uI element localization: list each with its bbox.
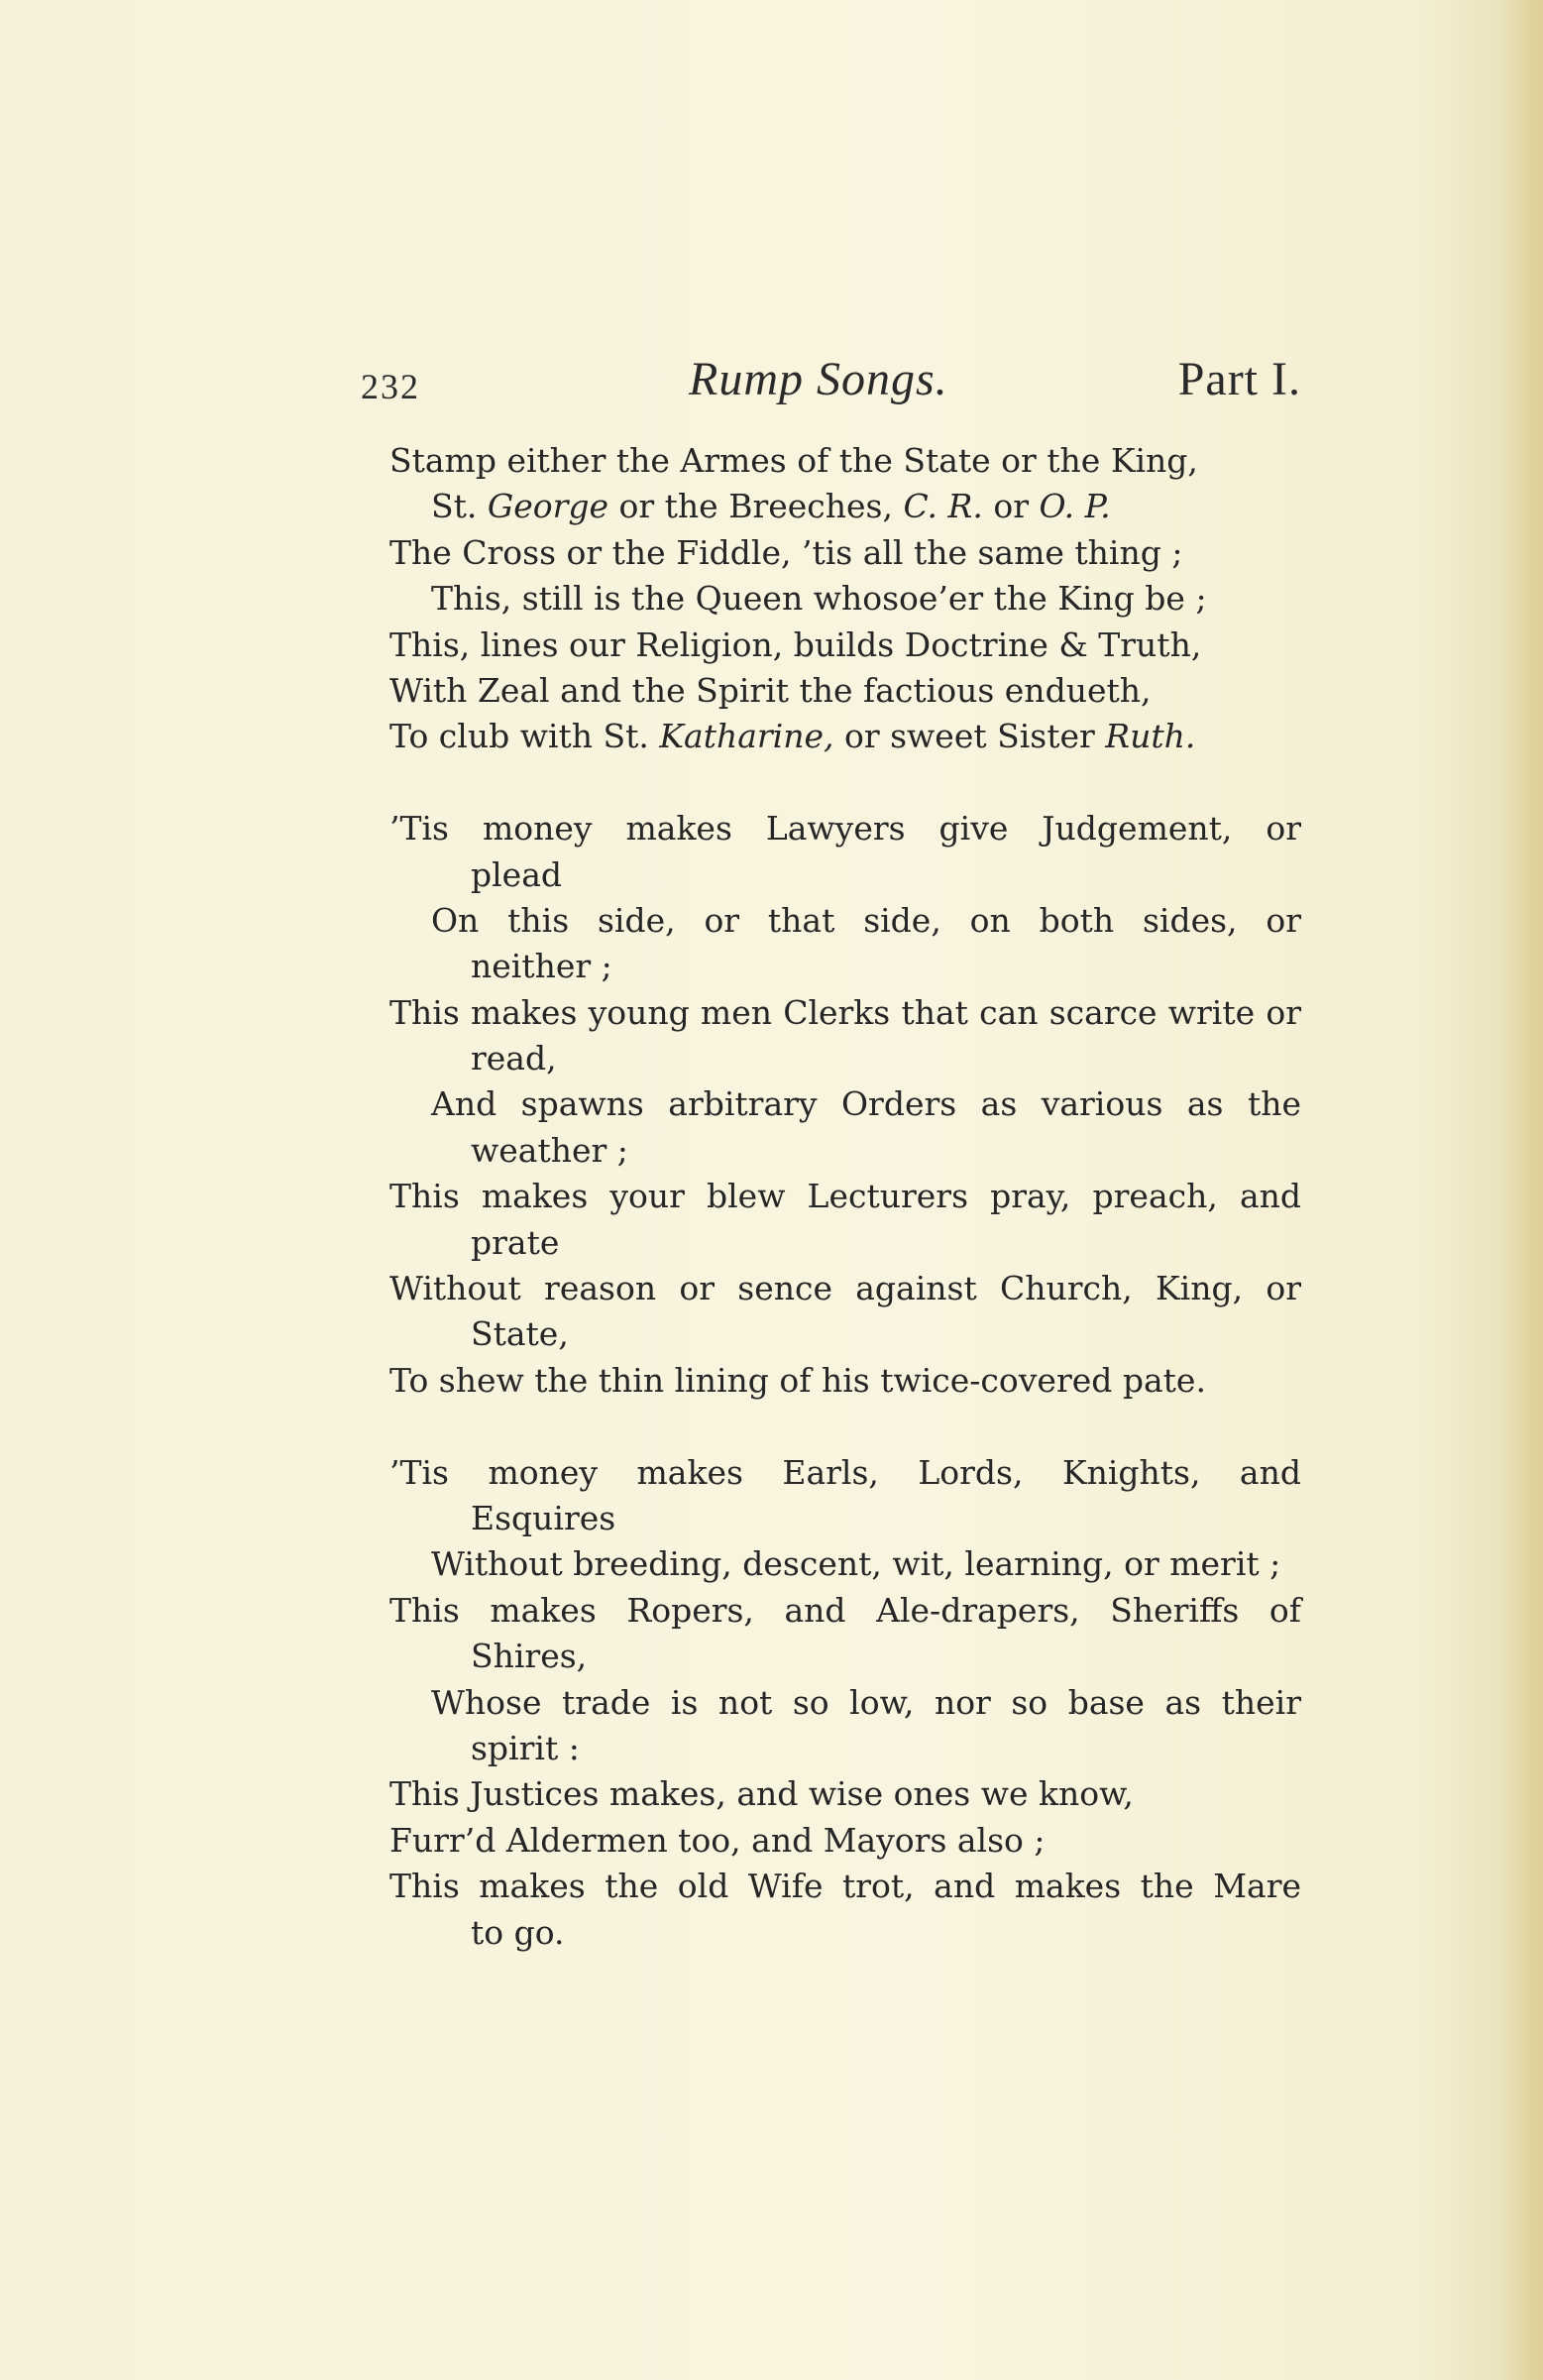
running-title: Rump Songs. [689, 353, 948, 405]
verse-line: Without breeding, descent, wit, learning, or merit ; [431, 1544, 1281, 1584]
page-number: 232 [361, 367, 420, 406]
verse-line: This, still is the Queen whosoe’er the King be ; [431, 579, 1207, 619]
verse-line: The Cross or the Fiddle, ’tis all the same thing ; [389, 532, 1183, 572]
verse-line: ’Tis money makes Lawyers give Judgement, or [389, 809, 1301, 849]
stanza-gap [389, 760, 1301, 806]
stanza [389, 1450, 1301, 1956]
verse-line: Shires, [471, 1637, 588, 1676]
verse-line: to go. [471, 1912, 565, 1952]
verse-line: And spawns arbitrary Orders as various as the [431, 1084, 1301, 1124]
verse-line: On this side, or that side, on both sides, or [431, 900, 1301, 940]
verse-line: With Zeal and the Spirit the factious endueth, [389, 670, 1152, 710]
verse-line: This makes Ropers, and Ale-drapers, Sheriffs of [389, 1590, 1301, 1630]
verse-line: ’Tis money makes Earls, Lords, Knights, and [389, 1452, 1301, 1492]
verse-line: weather ; [471, 1130, 628, 1170]
verse-line: read, [471, 1039, 557, 1078]
verse-line: To shew the thin lining of his twice-covered pate. [389, 1360, 1206, 1400]
verse-line: Stamp either the Armes of the State or the King, [389, 441, 1198, 480]
verse-line: To club with St. Katharine, or sweet Sister Ruth. [389, 717, 1196, 756]
verse-line: plead [471, 854, 563, 894]
verse-line: This makes young men Clerks that can scarce write or [389, 992, 1301, 1032]
verse-line: neither ; [471, 947, 612, 986]
verse-line: St. George or the Breeches, C. R. or O. P. [431, 487, 1111, 526]
verse-line: Whose trade is not so low, nor so base as their [431, 1682, 1301, 1722]
running-header [337, 342, 1301, 411]
verse-line: This, lines our Religion, builds Doctrine & Truth, [389, 624, 1202, 664]
verse-line: State, [471, 1314, 569, 1354]
stanza [389, 438, 1301, 760]
stanza [389, 806, 1301, 1404]
verse-line: Furr’d Aldermen too, and Mayors also ; [389, 1820, 1046, 1860]
verse-line: Esquires [471, 1498, 616, 1537]
spine-shadow [1503, 0, 1543, 2380]
poem-body [389, 438, 1301, 1956]
verse-line: This Justices makes, and wise ones we know, [389, 1774, 1134, 1814]
verse-line: prate [471, 1222, 560, 1262]
part-label: Part I. [1177, 353, 1301, 405]
verse-line: This makes the old Wife trot, and makes the Mare [389, 1867, 1301, 1906]
verse-line: Without reason or sence against Church, King, or [389, 1269, 1301, 1308]
stanza-gap [389, 1404, 1301, 1449]
verse-line: This makes your blew Lecturers pray, preach, and [389, 1177, 1301, 1216]
verse-line: spirit : [471, 1728, 580, 1767]
